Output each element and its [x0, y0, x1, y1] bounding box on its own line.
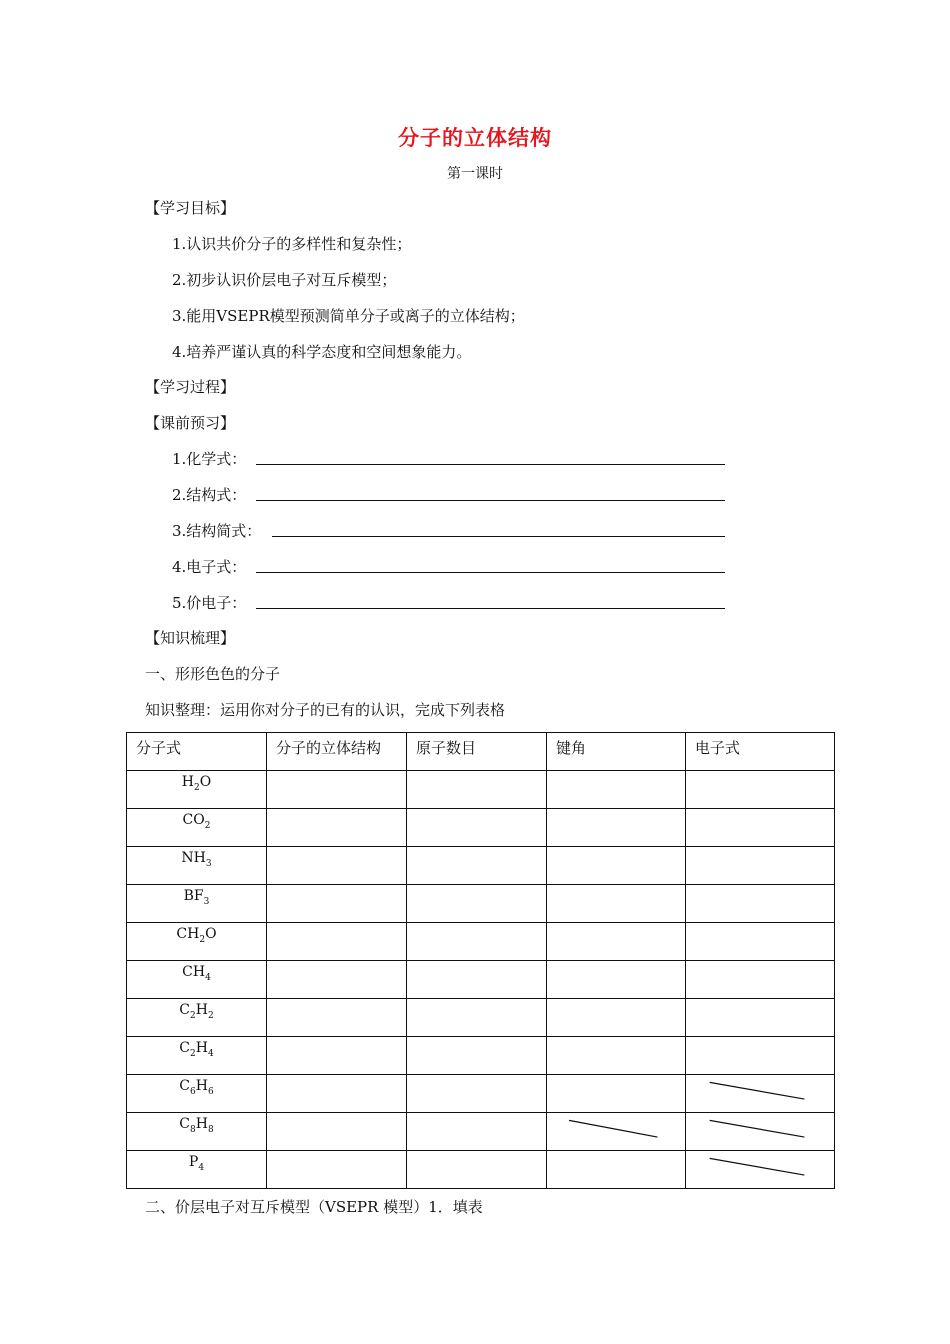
- table-row: [127, 1075, 835, 1113]
- header-bond-angle: 键角: [547, 733, 686, 771]
- bond-angle-cell[interactable]: [547, 1113, 686, 1151]
- atom-count-cell[interactable]: [407, 771, 547, 809]
- preview-label: 5.价电子：: [172, 594, 247, 612]
- strike-through-mark: [686, 1113, 834, 1150]
- knowledge-header: 【知识梳理】: [145, 629, 236, 647]
- formula-cell: $CH_4$: [127, 961, 267, 999]
- electron-formula-cell[interactable]: [686, 1113, 835, 1151]
- atom-count-cell[interactable]: [407, 961, 547, 999]
- process-header: 【学习过程】: [145, 378, 236, 396]
- structure-cell[interactable]: [267, 1075, 407, 1113]
- structure-cell[interactable]: [267, 1151, 407, 1189]
- structure-cell[interactable]: [267, 961, 407, 999]
- atom-count-cell[interactable]: [407, 923, 547, 961]
- preview-label: 3.结构简式：: [172, 522, 262, 540]
- bond-angle-cell[interactable]: [547, 847, 686, 885]
- structure-cell[interactable]: [267, 1113, 407, 1151]
- bond-angle-cell[interactable]: [547, 999, 686, 1037]
- formula-cell: $H_2O$: [127, 771, 267, 809]
- formula-cell: $CO_2$: [127, 809, 267, 847]
- structure-cell[interactable]: [267, 1037, 407, 1075]
- table-row: [127, 1037, 835, 1075]
- part1-title: 一、形形色色的分子: [145, 665, 281, 683]
- structure-cell[interactable]: [267, 923, 407, 961]
- electron-formula-cell[interactable]: [686, 1037, 835, 1075]
- part2-title: 二、价层电子对互斥模型（VSEPR 模型）1．填表: [145, 1198, 483, 1216]
- table-row: [127, 961, 835, 999]
- strike-through-mark: [686, 1075, 834, 1112]
- atom-count-cell[interactable]: [407, 885, 547, 923]
- table-row: [127, 923, 835, 961]
- table-row: [127, 999, 835, 1037]
- atom-count-cell[interactable]: [407, 809, 547, 847]
- atom-count-cell[interactable]: [407, 1113, 547, 1151]
- electron-formula-cell[interactable]: [686, 771, 835, 809]
- atom-count-cell[interactable]: [407, 1151, 547, 1189]
- bond-angle-cell[interactable]: [547, 771, 686, 809]
- formula-cell: $C_2H_2$: [127, 999, 267, 1037]
- bond-angle-cell[interactable]: [547, 1037, 686, 1075]
- table-header-row: [127, 733, 835, 771]
- structure-cell[interactable]: [267, 771, 407, 809]
- bond-angle-cell[interactable]: [547, 1151, 686, 1189]
- electron-formula-cell[interactable]: [686, 1151, 835, 1189]
- page-subtitle: 第一课时: [447, 166, 503, 182]
- goal-item: 2.初步认识价层电子对互斥模型；: [172, 271, 397, 289]
- electron-formula-cell[interactable]: [686, 809, 835, 847]
- header-electron-formula: 电子式: [686, 733, 835, 771]
- preview-label: 2.结构式：: [172, 486, 247, 504]
- answer-line[interactable]: [256, 464, 725, 465]
- atom-count-cell[interactable]: [407, 999, 547, 1037]
- atom-count-cell[interactable]: [407, 1037, 547, 1075]
- formula-cell: $C_2H_4$: [127, 1037, 267, 1075]
- goals-header: 【学习目标】: [145, 199, 236, 217]
- preview-label: 4.电子式：: [172, 558, 247, 576]
- answer-line[interactable]: [256, 500, 725, 501]
- structure-cell[interactable]: [267, 885, 407, 923]
- strike-through-mark: [686, 1151, 834, 1188]
- header-formula: 分子式: [127, 733, 267, 771]
- formula-cell: $C_6H_6$: [127, 1075, 267, 1113]
- formula-cell: $NH_3$: [127, 847, 267, 885]
- answer-line[interactable]: [256, 572, 725, 573]
- preview-header: 【课前预习】: [145, 414, 236, 432]
- table-row: [127, 809, 835, 847]
- preview-label: 1.化学式：: [172, 450, 247, 468]
- bond-angle-cell[interactable]: [547, 961, 686, 999]
- bond-angle-cell[interactable]: [547, 809, 686, 847]
- table-row: [127, 771, 835, 809]
- goal-item: 4.培养严谨认真的科学态度和空间想象能力。: [172, 343, 472, 361]
- electron-formula-cell[interactable]: [686, 1075, 835, 1113]
- formula-cell: $C_8H_8$: [127, 1113, 267, 1151]
- atom-count-cell[interactable]: [407, 1075, 547, 1113]
- electron-formula-cell[interactable]: [686, 961, 835, 999]
- electron-formula-cell[interactable]: [686, 923, 835, 961]
- goal-item: 1.认识共价分子的多样性和复杂性；: [172, 235, 412, 253]
- molecule-table: [126, 732, 835, 1189]
- formula-cell: $P_4$: [127, 1151, 267, 1189]
- electron-formula-cell[interactable]: [686, 885, 835, 923]
- structure-cell[interactable]: [267, 847, 407, 885]
- answer-line[interactable]: [272, 536, 725, 537]
- structure-cell[interactable]: [267, 999, 407, 1037]
- formula-cell: $BF_3$: [127, 885, 267, 923]
- atom-count-cell[interactable]: [407, 847, 547, 885]
- formula-cell: $CH_2O$: [127, 923, 267, 961]
- table-row: [127, 885, 835, 923]
- bond-angle-cell[interactable]: [547, 1075, 686, 1113]
- table-row: [127, 847, 835, 885]
- strike-through-mark: [547, 1113, 685, 1150]
- part1-description: 知识整理：运用你对分子的已有的认识，完成下列表格: [145, 701, 506, 719]
- goal-item: 3.能用VSEPR模型预测简单分子或离子的立体结构；: [172, 307, 525, 325]
- electron-formula-cell[interactable]: [686, 847, 835, 885]
- answer-line[interactable]: [256, 608, 725, 609]
- bond-angle-cell[interactable]: [547, 885, 686, 923]
- table-row: [127, 1151, 835, 1189]
- electron-formula-cell[interactable]: [686, 999, 835, 1037]
- structure-cell[interactable]: [267, 809, 407, 847]
- header-atom-count: 原子数目: [407, 733, 547, 771]
- table-row: [127, 1113, 835, 1151]
- bond-angle-cell[interactable]: [547, 923, 686, 961]
- page-title: 分子的立体结构: [398, 125, 552, 150]
- header-structure: 分子的立体结构: [267, 733, 407, 771]
